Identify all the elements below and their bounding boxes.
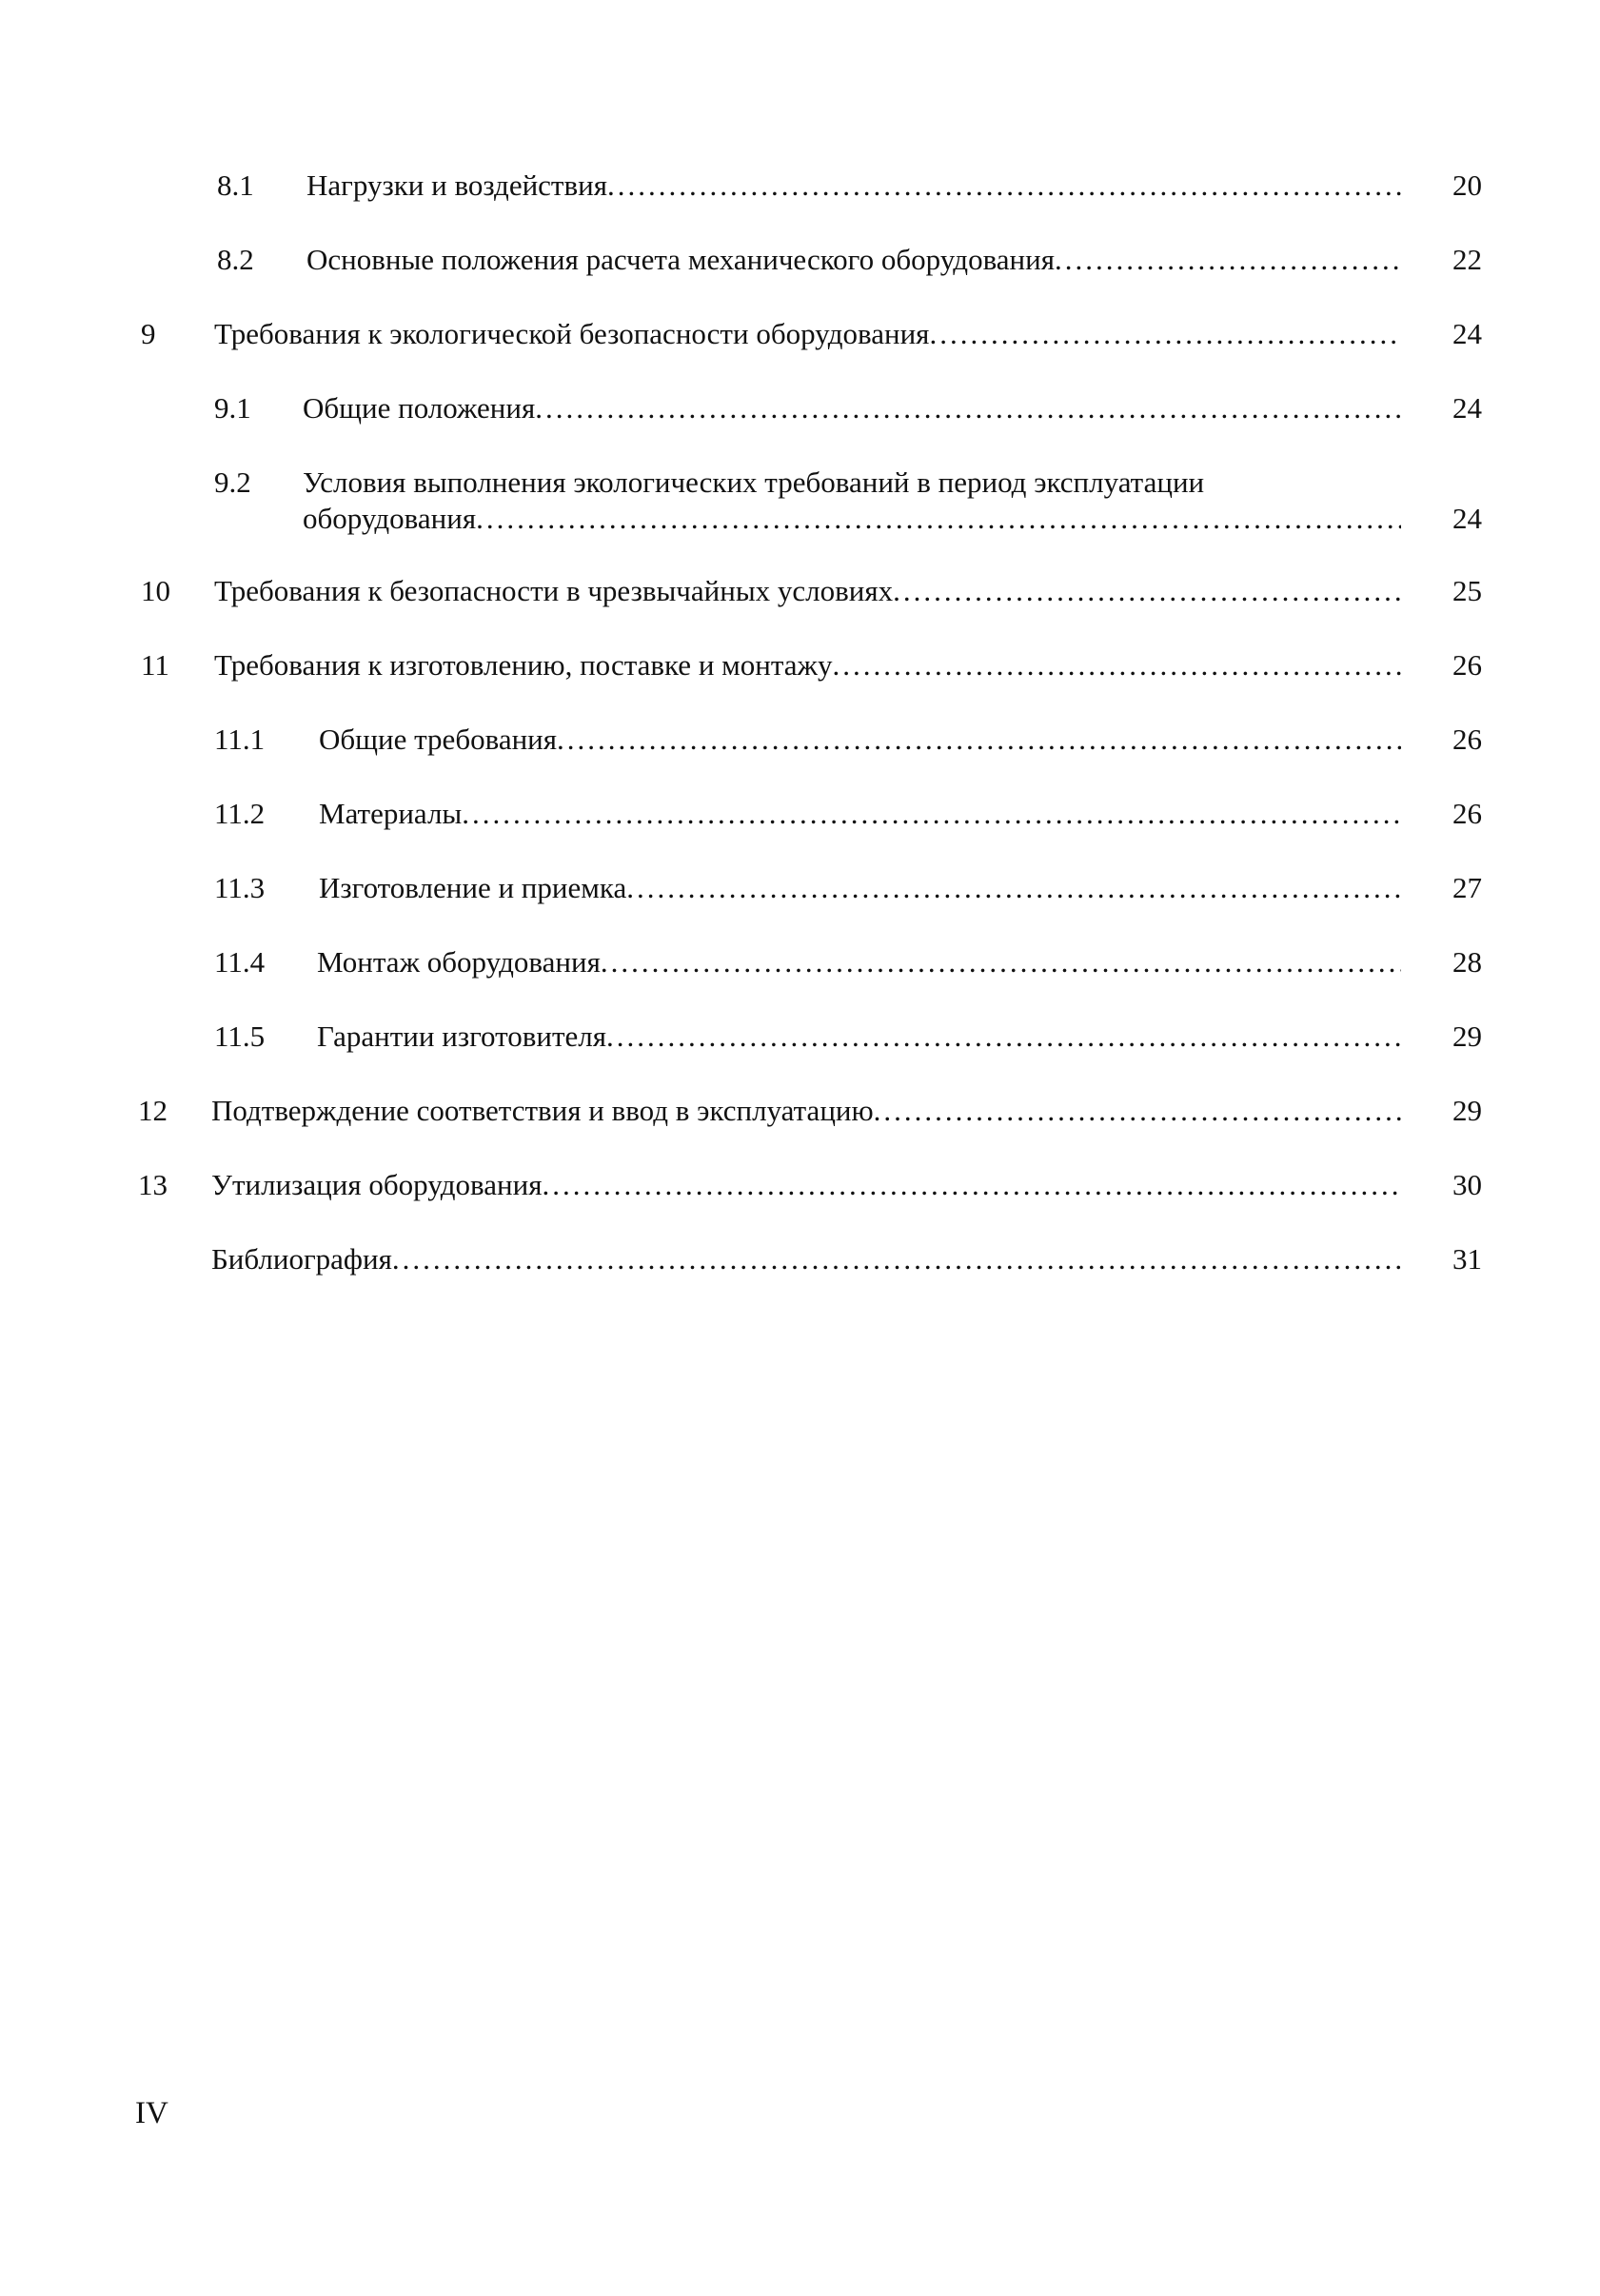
toc-page-ref: 24 [1452,391,1482,425]
dot-leader [462,796,1401,832]
toc-number: 12 [138,1094,168,1127]
dot-leader [607,168,1401,204]
dot-leader [893,573,1401,609]
toc-title: Материалы [319,797,463,830]
dot-leader [832,647,1401,683]
toc-number: 11.3 [214,871,266,904]
toc-number: 8.2 [217,243,254,276]
toc-title: Библиография [211,1242,392,1276]
toc-page-ref: 26 [1452,648,1482,682]
toc-page-ref: 22 [1452,243,1482,276]
toc-title-line2: оборудования [303,502,477,535]
toc-title: Изготовление и приемка [319,871,627,904]
toc-page-ref: 25 [1452,574,1482,607]
toc-title: Гарантии изготовителя [317,1019,607,1053]
dot-leader [392,1241,1401,1277]
toc-title: Основные положения расчета механического оборудования [306,243,1055,276]
toc-number: 11.5 [214,1019,266,1053]
toc-page-ref: 24 [1452,502,1482,535]
toc-title: Утилизация оборудования [211,1168,543,1201]
toc-page-ref: 30 [1452,1168,1482,1201]
toc-page-ref: 26 [1452,722,1482,756]
toc-page-ref: 27 [1452,871,1482,904]
toc-title-line1: Условия выполнения экологических требований в период эксплуатации [303,465,1205,499]
toc-number: 11.4 [214,945,266,979]
page-number-roman: IV [135,2096,168,2130]
toc-page-ref: 26 [1452,797,1482,830]
toc-number: 8.1 [217,168,254,202]
dot-leader [535,390,1401,426]
toc-title: Общие требования [319,722,558,756]
dot-leader [476,501,1401,537]
toc-number: 10 [141,574,170,607]
toc-page-ref: 24 [1452,317,1482,350]
toc-title: Нагрузки и воздействия [306,168,607,202]
toc-number: 9 [141,317,156,350]
toc-page-ref: 29 [1452,1019,1482,1053]
dot-leader [606,1019,1401,1055]
toc-page-ref: 20 [1452,168,1482,202]
toc-title: Требования к безопасности в чрезвычайных условиях [214,574,894,607]
toc-number: 11.2 [214,797,266,830]
toc-page-ref: 28 [1452,945,1482,979]
dot-leader [929,316,1401,352]
toc-number: 9.2 [214,465,251,499]
toc-number: 11.1 [214,722,266,756]
dot-leader [874,1093,1401,1129]
toc-title: Монтаж оборудования [317,945,601,979]
dot-leader [626,870,1401,906]
toc-title: Требования к изготовлению, поставке и монтажу [214,648,833,682]
toc-number: 9.1 [214,391,251,425]
dot-leader [601,944,1401,980]
toc-page-ref: 31 [1452,1242,1482,1276]
toc-number: 13 [138,1168,168,1201]
toc-entry-9-2[interactable] [0,465,1600,541]
dot-leader [542,1167,1401,1203]
dot-leader [557,722,1401,758]
toc-title: Подтверждение соответствия и ввод в эксплуатацию [211,1094,874,1127]
dot-leader [1055,242,1401,278]
toc-title: Общие положения [303,391,536,425]
toc-number: 11 [141,648,169,682]
toc-title: Требования к экологической безопасности оборудования [214,317,930,350]
toc-page-ref: 29 [1452,1094,1482,1127]
